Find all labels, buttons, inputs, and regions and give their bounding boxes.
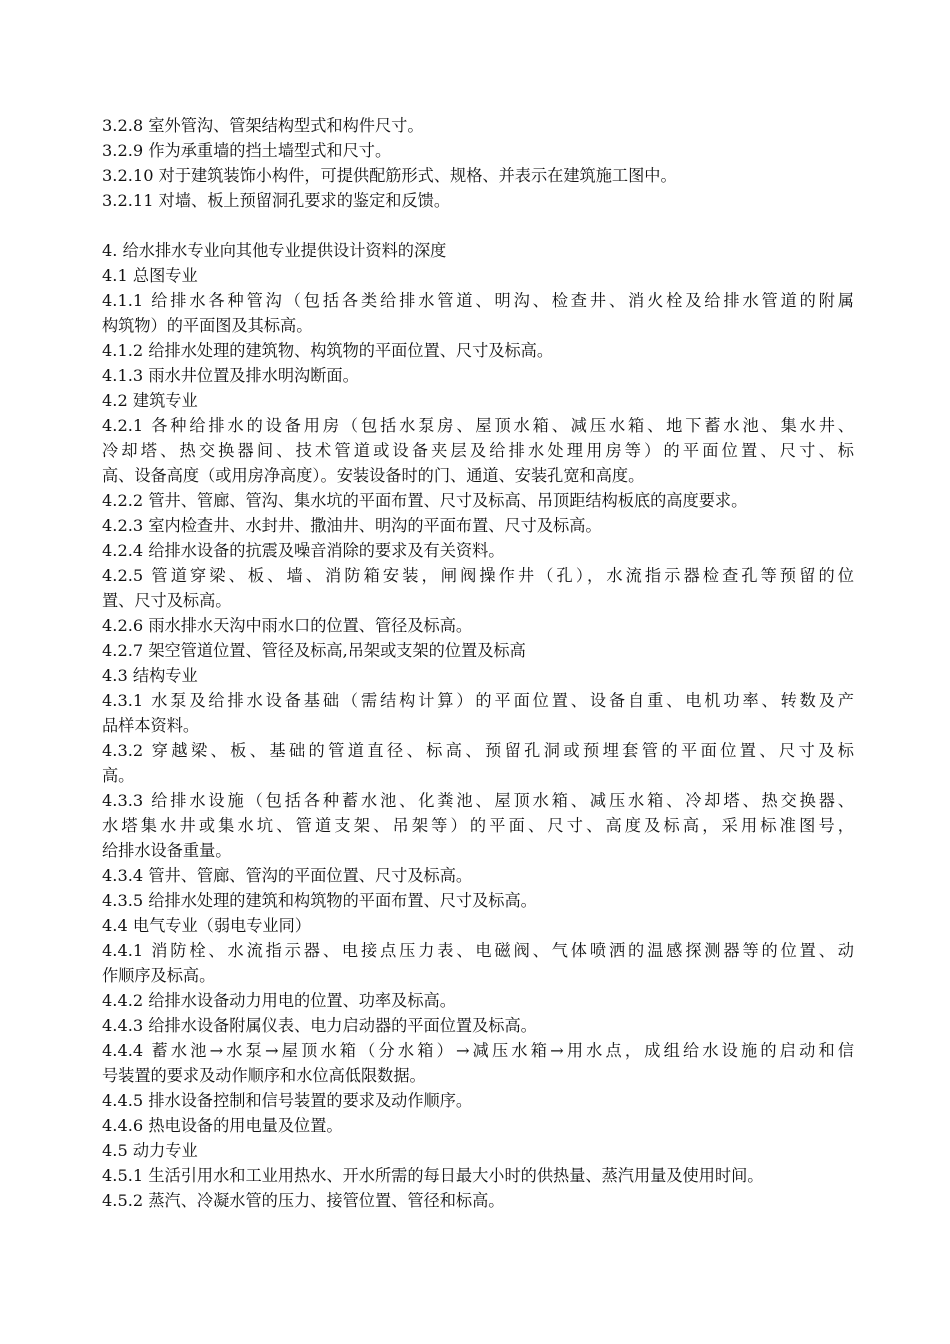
text-line: 4.3.2 穿越梁、板、基础的管道直径、标高、预留孔洞或预埋套管的平面位置、尺寸及标: [102, 741, 854, 760]
text-line: 号装置的要求及动作顺序和水位高低限数据。: [102, 1066, 426, 1085]
text-line: 4.3.1 水泵及给排水设备基础（需结构计算）的平面位置、设备自重、电机功率、转数及产: [102, 691, 854, 710]
text-line: 4.4.6 热电设备的用电量及位置。: [102, 1116, 343, 1135]
text-line: 作顺序及标高。: [102, 966, 216, 985]
text-line: 4.4.1 消防栓、水流指示器、电接点压力表、电磁阀、气体喷洒的温感探测器等的位置、动: [102, 941, 854, 960]
text-line: 4.2.6 雨水排水天沟中雨水口的位置、管径及标高。: [102, 616, 473, 635]
text-line: 4.2.3 室内检查井、水封井、撒油井、明沟的平面布置、尺寸及标高。: [102, 516, 602, 535]
text-line: 4.1.1 给排水各种管沟（包括各类给排水管道、明沟、检查井、消火栓及给排水管道的附属: [102, 291, 854, 310]
text-line: 4.3 结构专业: [102, 666, 198, 685]
text-line: 4.5.2 蒸汽、冷凝水管的压力、接管位置、管径和标高。: [102, 1191, 505, 1210]
text-line: 4.2.1 各种给排水的设备用房（包括水泵房、屋顶水箱、减压水箱、地下蓄水池、集水井、: [102, 416, 854, 435]
text-line: 4.2.5 管道穿梁、板、墙、消防箱安装，闸阀操作井（孔），水流指示器检查孔等预留的位: [102, 566, 854, 585]
text-line: 高。: [102, 766, 135, 785]
text-line: 4.5.1 生活引用水和工业用热水、开水所需的每日最大小时的供热量、蒸汽用量及使用时间。: [102, 1166, 764, 1185]
text-line: 4.2.7 架空管道位置、管径及标高,吊架或支架的位置及标高: [102, 641, 526, 660]
text-line: 构筑物）的平面图及其标高。: [102, 316, 313, 335]
text-line: 3.2.10 对于建筑装饰小构件，可提供配筋形式、规格、并表示在建筑施工图中。: [102, 166, 677, 185]
text-line: 4.2 建筑专业: [102, 391, 198, 410]
text-line: 4.4.3 给排水设备附属仪表、电力启动器的平面位置及标高。: [102, 1016, 537, 1035]
text-line: 4.5 动力专业: [102, 1141, 198, 1160]
text-line: 4.1 总图专业: [102, 266, 198, 285]
text-line: 水塔集水井或集水坑、管道支架、吊架等）的平面、尺寸、高度及标高，采用标准图号，: [102, 816, 854, 835]
text-line: 4.1.2 给排水处理的建筑物、构筑物的平面位置、尺寸及标高。: [102, 341, 554, 360]
text-line: 4.1.3 雨水井位置及排水明沟断面。: [102, 366, 359, 385]
text-line: 4.2.4 给排水设备的抗震及噪音消除的要求及有关资料。: [102, 541, 505, 560]
document-page: [102, 113, 854, 1213]
text-line: 4.4 电气专业（弱电专业同）: [102, 916, 311, 935]
text-line: 置、尺寸及标高。: [102, 591, 232, 610]
text-line: 品样本资料。: [102, 716, 200, 735]
text-line: 4.3.5 给排水处理的建筑和构筑物的平面布置、尺寸及标高。: [102, 891, 537, 910]
text-line: 冷却塔、热交换器间、技术管道或设备夹层及给排水处理用房等）的平面位置、尺寸、标: [102, 441, 854, 460]
text-line: 4. 给水排水专业向其他专业提供设计资料的深度: [102, 241, 447, 260]
text-line: 4.4.5 排水设备控制和信号装置的要求及动作顺序。: [102, 1091, 473, 1110]
text-line: 给排水设备重量。: [102, 841, 232, 860]
text-line: 3.2.11 对墙、板上预留洞孔要求的鉴定和反馈。: [102, 191, 451, 210]
text-line: 4.3.3 给排水设施（包括各种蓄水池、化粪池、屋顶水箱、减压水箱、冷却塔、热交换器、: [102, 791, 854, 810]
text-line: 3.2.9 作为承重墙的挡土墙型式和尺寸。: [102, 141, 392, 160]
text-line: 4.4.4 蓄水池→水泵→屋顶水箱（分水箱）→减压水箱→用水点，成组给水设施的启动和信: [102, 1041, 854, 1060]
text-line: 4.4.2 给排水设备动力用电的位置、功率及标高。: [102, 991, 456, 1010]
text-line: 高、设备高度（或用房净高度）。安装设备时的门、通道、安装孔宽和高度。: [102, 466, 645, 485]
text-line: 3.2.8 室外管沟、管架结构型式和构件尺寸。: [102, 116, 424, 135]
text-line: 4.3.4 管井、管廊、管沟的平面位置、尺寸及标高。: [102, 866, 473, 885]
text-line: 4.2.2 管井、管廊、管沟、集水坑的平面布置、尺寸及标高、吊顶距结构板底的高度要求。: [102, 491, 748, 510]
blank-line: [102, 213, 854, 238]
